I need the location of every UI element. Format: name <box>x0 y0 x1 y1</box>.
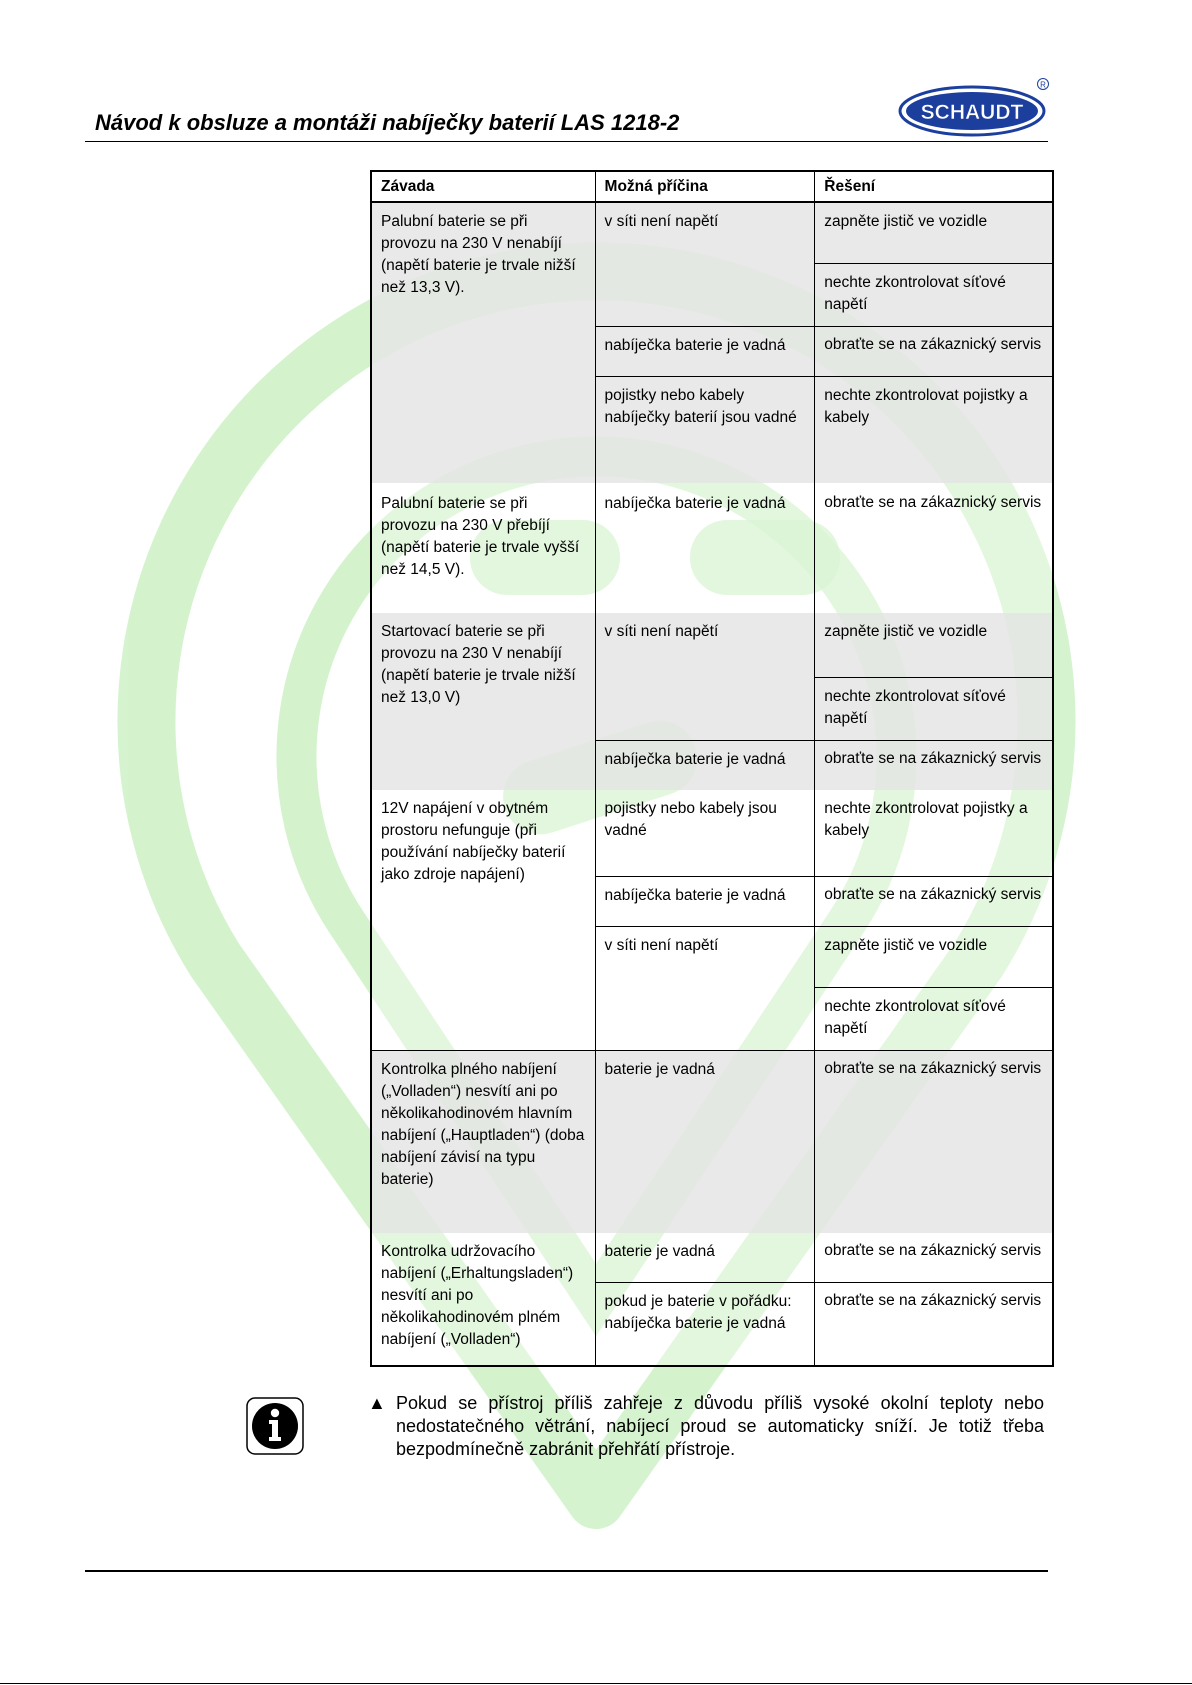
table-row <box>371 1051 1053 1234</box>
table-row <box>371 483 1053 613</box>
table-header-row <box>371 171 1053 202</box>
solution-cell: zapněte jistič ve vozidle <box>815 613 1053 678</box>
fault-cell: 12V napájení v obytném prostoru nefunguje (při používání nabíječky baterií jako zdroje napájení) <box>371 790 595 1051</box>
cause-cell: pokud je baterie v pořádku: nabíječka baterie je vadná <box>595 1283 815 1367</box>
cause-cell: v síti není napětí <box>595 613 815 741</box>
schaudt-logo <box>898 78 1053 138</box>
fault-cell: Palubní baterie se při provozu na 230 V nenabíjí (napětí baterie je trvale nižší než 13,3 V). <box>371 202 595 483</box>
logo-text: SCHAUDT <box>920 101 1024 124</box>
troubleshooting-table <box>370 170 1054 1367</box>
cause-cell: pojistky nebo kabely nabíječky baterií jsou vadné <box>595 377 815 484</box>
fault-cell: Startovací baterie se při provozu na 230 V nenabíjí (napětí baterie je trvale nižší než 13,0 V) <box>371 613 595 790</box>
fault-cell: Palubní baterie se při provozu na 230 V přebíjí (napětí baterie je trvale vyšší než 14,5 V). <box>371 483 595 613</box>
solution-cell: obraťte se na zákaznický servis <box>815 741 1053 791</box>
cause-cell: baterie je vadná <box>595 1051 815 1234</box>
cause-cell: nabíječka baterie je vadná <box>595 327 815 377</box>
cause-cell: baterie je vadná <box>595 1233 815 1283</box>
cause-cell: nabíječka baterie je vadná <box>595 483 815 613</box>
cause-cell: v síti není napětí <box>595 202 815 327</box>
column-header-fault: Závada <box>371 171 595 202</box>
table-row <box>371 790 1053 877</box>
solution-cell: obraťte se na zákaznický servis <box>815 1283 1053 1367</box>
solution-cell: obraťte se na zákaznický servis <box>815 877 1053 927</box>
document-title: Návod k obsluze a montáži nabíječky baterií LAS 1218-2 <box>95 110 680 135</box>
solution-cell: nechte zkontrolovat síťové napětí <box>815 988 1053 1051</box>
registered-mark: R <box>1040 80 1046 90</box>
info-icon <box>246 1397 304 1455</box>
cause-cell: nabíječka baterie je vadná <box>595 877 815 927</box>
footer-divider <box>85 1570 1048 1572</box>
solution-cell: nechte zkontrolovat síťové napětí <box>815 678 1053 741</box>
solution-cell: zapněte jistič ve vozidle <box>815 202 1053 264</box>
table-row <box>371 202 1053 264</box>
column-header-solution: Řešení <box>815 171 1053 202</box>
solution-cell: obraťte se na zákaznický servis <box>815 483 1053 613</box>
solution-cell: obraťte se na zákaznický servis <box>815 1051 1053 1234</box>
fault-cell: Kontrolka plného nabíjení („Volladen“) nesvítí ani po několikahodinovém hlavním nabíjení („Hauptladen“) (doba nabíjení závisí na typu baterie) <box>371 1051 595 1234</box>
table-row <box>371 613 1053 678</box>
warning-bullet: ▲ <box>368 1393 386 1413</box>
solution-cell: zapněte jistič ve vozidle <box>815 927 1053 988</box>
solution-cell: obraťte se na zákaznický servis <box>815 327 1053 377</box>
solution-cell: nechte zkontrolovat síťové napětí <box>815 264 1053 327</box>
note-body: Pokud se přístroj příliš zahřeje z důvodu příliš vysoké okolní teploty nebo nedostatečného větrání, nabíjecí proud se automaticky sníží. Je totiž třeba bezpodmínečně zabránit přehřátí přístroje. <box>396 1393 1044 1459</box>
fault-cell: Kontrolka udržovacího nabíjení („Erhaltungsladen“) nesvítí ani po několikahodinovém plném nabíjení („Volladen“) <box>371 1233 595 1366</box>
cause-cell: nabíječka baterie je vadná <box>595 741 815 791</box>
cause-cell: v síti není napětí <box>595 927 815 1051</box>
overheat-note <box>368 1392 1044 1461</box>
column-header-cause: Možná příčina <box>595 171 815 202</box>
solution-cell: nechte zkontrolovat pojistky a kabely <box>815 790 1053 877</box>
page-edge-line <box>0 1683 1192 1684</box>
solution-cell: nechte zkontrolovat pojistky a kabely <box>815 377 1053 484</box>
header-divider <box>85 141 1048 142</box>
cause-cell: pojistky nebo kabely jsou vadné <box>595 790 815 877</box>
table-row <box>371 1233 1053 1283</box>
solution-cell: obraťte se na zákaznický servis <box>815 1233 1053 1283</box>
